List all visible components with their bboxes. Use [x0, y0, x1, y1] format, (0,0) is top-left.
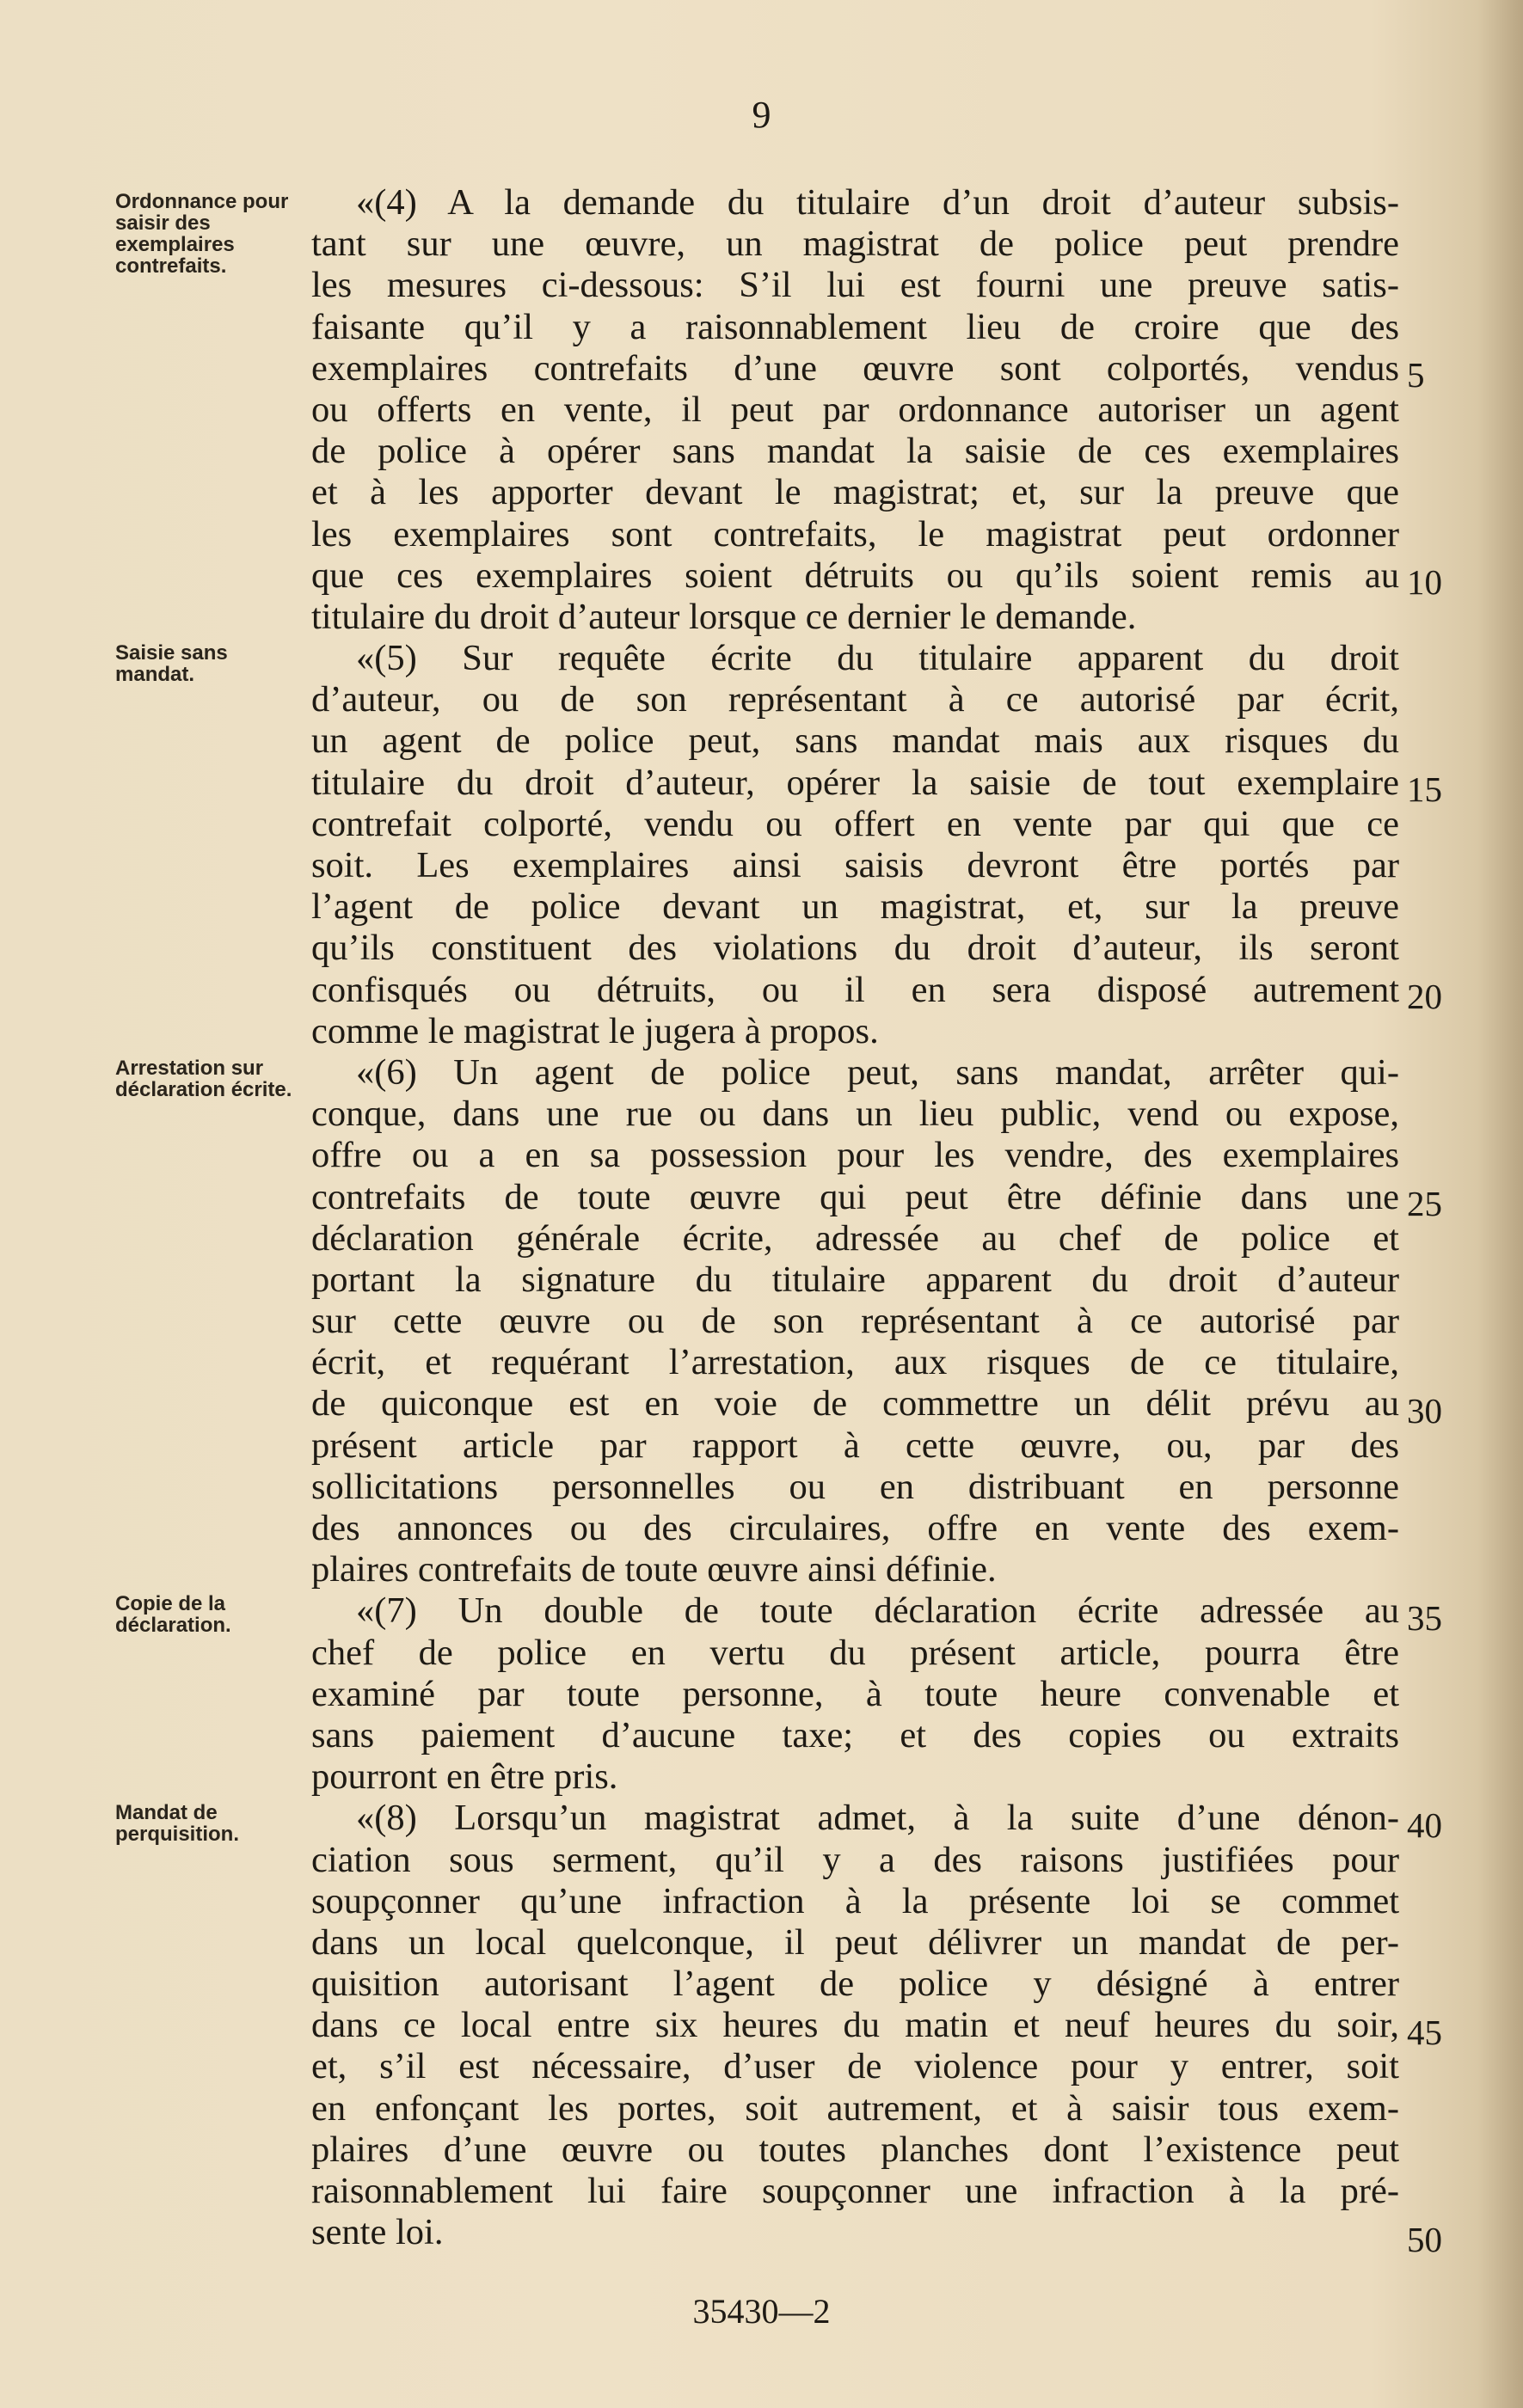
margin-note-arrestation: Arrestation sur déclaration écrite. — [115, 1057, 292, 1101]
text-line: soupçonner qu’une infraction à la présente loi se commet — [311, 1880, 1399, 1921]
text-line: plaires contrefaits de toute œuvre ainsi définie. — [311, 1549, 997, 1590]
text-line: de quiconque est en voie de commettre un délit prévu au — [311, 1383, 1399, 1425]
page-number: 9 — [752, 94, 771, 136]
text-line: conque, dans une rue ou dans un lieu public, vend ou expose, — [311, 1094, 1399, 1135]
text-line: comme le magistrat le jugera à propos. — [311, 1010, 879, 1051]
text-line: examiné par toute personne, à toute heure convenable et — [311, 1673, 1399, 1714]
text-line: sans paiement d’aucune taxe; et des copies ou extraits — [311, 1714, 1399, 1755]
line-number: 25 — [1407, 1184, 1442, 1223]
text-line: l’agent de police devant un magistrat, et, sur la preuve — [311, 886, 1399, 928]
text-line: «(8) Lorsqu’un magistrat admet, à la suite d’une dénon- — [356, 1798, 1399, 1839]
text-line: et à les apporter devant le magistrat; et, sur la preuve que — [311, 472, 1399, 513]
text-line: les exemplaires sont contrefaits, le magistrat peut ordonner — [311, 513, 1399, 555]
text-line: tant sur une œuvre, un magistrat de police peut prendre — [311, 224, 1399, 265]
text-line: titulaire du droit d’auteur lorsque ce dernier le demande. — [311, 596, 1137, 637]
line-number: 20 — [1407, 977, 1442, 1016]
text-line: d’auteur, ou de son représentant à ce autorisé par écrit, — [311, 679, 1399, 720]
text-line: titulaire du droit d’auteur, opérer la saisie de tout exemplaire — [311, 762, 1399, 803]
text-line: dans un local quelconque, il peut délivrer un mandat de per- — [311, 1921, 1399, 1963]
text-line: sollicitations personnelles ou en distribuant en personne — [311, 1466, 1399, 1507]
margin-note-copie: Copie de la déclaration. — [115, 1592, 231, 1637]
text-line: contrefait colporté, vendu ou offert en vente par qui que ce — [311, 803, 1399, 844]
line-number: 45 — [1407, 2013, 1442, 2052]
text-line: sente loi. — [311, 2212, 444, 2253]
line-number: 40 — [1407, 1805, 1442, 1845]
line-number: 5 — [1407, 355, 1425, 395]
text-line: sur cette œuvre ou de son représentant à ce autorisé par — [311, 1301, 1399, 1342]
text-line: pourront en être pris. — [311, 1756, 618, 1798]
text-line: «(5) Sur requête écrite du titulaire apparent du droit — [356, 638, 1399, 679]
line-number: 30 — [1407, 1391, 1442, 1431]
text-line: chef de police en vertu du présent article, pourra être — [311, 1632, 1399, 1673]
text-line: portant la signature du titulaire apparent du droit d’auteur — [311, 1259, 1399, 1300]
text-line: confisqués ou détruits, ou il en sera disposé autrement — [311, 969, 1399, 1010]
text-line: présent article par rapport à cette œuvre, ou, par des — [311, 1425, 1399, 1466]
text-line: quisition autorisant l’agent de police y désigné à entrer — [311, 1964, 1399, 2005]
text-line: déclaration générale écrite, adressée au chef de police et — [311, 1217, 1399, 1259]
text-line: de police à opérer sans mandat la saisie de ces exemplaires — [311, 431, 1399, 472]
text-line: les mesures ci-dessous: S’il lui est fourni une preuve satis- — [311, 265, 1399, 306]
text-line: offre ou a en sa possession pour les vendre, des exemplaires — [311, 1135, 1399, 1176]
text-line: contrefaits de toute œuvre qui peut être définie dans une — [311, 1176, 1399, 1217]
text-line: qu’ils constituent des violations du droit d’auteur, ils seront — [311, 928, 1399, 969]
text-line: «(6) Un agent de police peut, sans mandat, arrêter qui- — [356, 1051, 1399, 1093]
text-line: un agent de police peut, sans mandat mais aux risques du — [311, 720, 1399, 762]
text-line: écrit, et requérant l’arrestation, aux risques de ce titulaire, — [311, 1342, 1399, 1383]
text-line: en enfonçant les portes, soit autrement, et à saisir tous exem- — [311, 2087, 1399, 2129]
printer-signature: 35430—2 — [692, 2292, 831, 2331]
line-number: 35 — [1407, 1598, 1442, 1638]
text-line: des annonces ou des circulaires, offre en vente des exem- — [311, 1508, 1399, 1548]
body-text — [311, 182, 1399, 2253]
text-line: «(7) Un double de toute déclaration écrite adressée au — [356, 1590, 1399, 1632]
line-number: 10 — [1407, 562, 1442, 602]
margin-note-mandat: Mandat de perquisition. — [115, 1801, 239, 1846]
text-line: que ces exemplaires soient détruits ou qu’ils soient remis au — [311, 555, 1399, 596]
text-line: et, s’il est nécessaire, d’user de violence pour y entrer, soit — [311, 2046, 1399, 2087]
text-line: soit. Les exemplaires ainsi saisis devront être portés par — [311, 845, 1399, 885]
text-line: ciation sous serment, qu’il y a des raisons justifiées pour — [311, 1839, 1399, 1880]
text-line: plaires d’une œuvre ou toutes planches dont l’existence peut — [311, 2129, 1399, 2170]
margin-note-ordonnance: Ordonnance pour saisir des exemplaires contrefaits. — [115, 190, 289, 278]
text-line: dans ce local entre six heures du matin et neuf heures du soir, — [311, 2005, 1399, 2046]
text-line: raisonnablement lui faire soupçonner une infraction à la pré- — [311, 2171, 1399, 2211]
text-line: ou offerts en vente, il peut par ordonnance autoriser un agent — [311, 389, 1399, 430]
text-line: faisante qu’il y a raisonnablement lieu de croire que des — [311, 306, 1399, 347]
text-line: exemplaires contrefaits d’une œuvre sont colportés, vendus — [311, 347, 1399, 389]
margin-note-saisie: Saisie sans mandat. — [115, 641, 228, 686]
line-number: 50 — [1407, 2220, 1442, 2259]
text-line: «(4) A la demande du titulaire d’un droit d’auteur subsis- — [356, 182, 1399, 223]
line-number: 15 — [1407, 769, 1442, 809]
